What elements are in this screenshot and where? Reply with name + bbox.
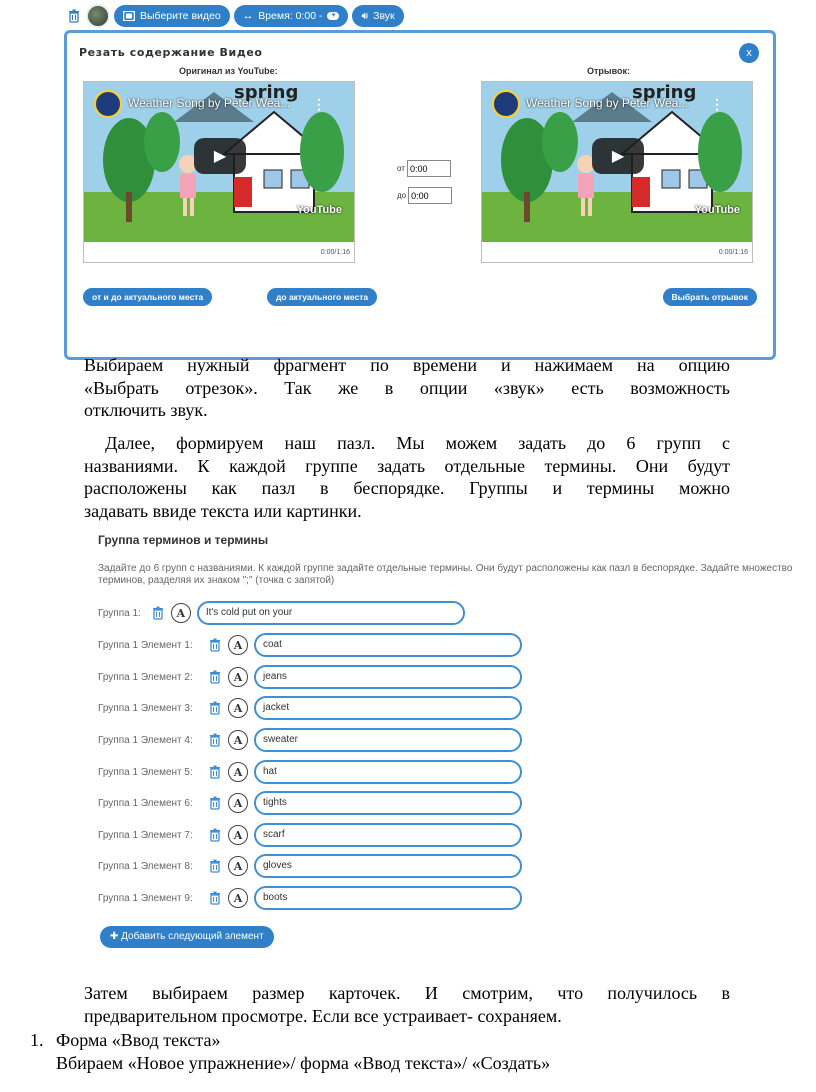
text-mode-icon[interactable]: A: [228, 730, 248, 750]
text-line: Затем выбираем размер карточек. И смотрим, что получилось в: [84, 983, 730, 1003]
group-label: Группа 1:: [98, 607, 141, 619]
element-label: Группа 1 Элемент 6:: [98, 797, 193, 809]
text-line: названиями. К каждой группе задать отдельные термины. Они будут: [84, 455, 730, 476]
text-mode-icon[interactable]: A: [228, 825, 248, 845]
paragraph-puzzle: [84, 432, 730, 522]
trash-icon[interactable]: [66, 7, 82, 25]
from-to-current-button[interactable]: от и до актуального места: [83, 288, 212, 306]
element-input[interactable]: jacket: [254, 696, 522, 720]
video-thumbnail: [482, 82, 753, 242]
text-mode-icon[interactable]: A: [171, 603, 191, 623]
trash-icon[interactable]: [208, 700, 222, 716]
text-mode-icon[interactable]: A: [228, 762, 248, 782]
to-time-input[interactable]: [408, 187, 452, 204]
list-number: 1.: [30, 1030, 44, 1050]
element-input[interactable]: scarf: [254, 823, 522, 847]
element-input[interactable]: hat: [254, 760, 522, 784]
trash-icon[interactable]: [208, 827, 222, 843]
text-line: Выбираем нужный фрагмент по времени и нажимаем на опцию: [84, 355, 730, 375]
text-line: Далее, формируем наш пазл. Мы можем задать до 6 групп с: [84, 433, 730, 453]
element-label: Группа 1 Элемент 1:: [98, 639, 193, 651]
element-row: [98, 633, 522, 657]
toolbar: [66, 4, 404, 28]
speaker-icon: 🔊︎: [361, 9, 369, 22]
dialog-title: Резать содержание Видео: [79, 46, 263, 59]
element-label: Группа 1 Элемент 2:: [98, 671, 193, 683]
sound-button[interactable]: [352, 5, 403, 27]
plus-icon: ✚: [110, 931, 119, 942]
youtube-logo: YouTube: [694, 204, 740, 216]
select-clip-button[interactable]: Выбрать отрывок: [663, 288, 757, 306]
clip-video-player[interactable]: [481, 81, 753, 263]
element-input[interactable]: tights: [254, 791, 522, 815]
cut-video-dialog: [64, 30, 776, 360]
text-line: «Выбрать отрезок». Так же в опции «звук» есть возможность: [84, 377, 730, 398]
play-icon[interactable]: ▶: [194, 138, 246, 174]
text-mode-icon[interactable]: A: [228, 888, 248, 908]
text-mode-icon[interactable]: A: [228, 698, 248, 718]
group-row: [98, 601, 465, 625]
more-vertical-icon[interactable]: ⋮: [710, 96, 724, 112]
element-label: Группа 1 Элемент 4:: [98, 734, 193, 746]
element-input[interactable]: gloves: [254, 854, 522, 878]
clip-label: Отрывок:: [587, 66, 631, 76]
element-label: Группа 1 Элемент 3:: [98, 702, 193, 714]
paragraph-select-fragment: [84, 354, 730, 422]
video-thumbnail: [84, 82, 355, 242]
close-button[interactable]: x: [739, 43, 759, 63]
element-label: Группа 1 Элемент 9:: [98, 892, 193, 904]
arrows-horizontal-icon: ↔: [242, 10, 254, 22]
groups-title: Группа терминов и термины: [98, 533, 269, 547]
numbered-list: [30, 1029, 220, 1052]
trash-icon[interactable]: [208, 795, 222, 811]
to-label: до: [397, 191, 407, 200]
select-video-label: Выберите видео: [140, 10, 221, 22]
channel-logo: [94, 90, 122, 118]
original-video-player[interactable]: [83, 81, 355, 263]
text-mode-icon[interactable]: A: [228, 635, 248, 655]
text-mode-icon[interactable]: A: [228, 667, 248, 687]
text-mode-icon[interactable]: A: [228, 856, 248, 876]
play-icon[interactable]: ▶: [592, 138, 644, 174]
time-button[interactable]: [234, 5, 349, 27]
select-video-button[interactable]: [114, 5, 230, 27]
video-time: 0:00/1:16: [718, 249, 748, 256]
from-label: от: [397, 164, 405, 173]
list-item: Форма «Ввод текста»: [56, 1030, 221, 1050]
element-row: [98, 854, 522, 878]
to-time-row: [397, 187, 452, 204]
text-line: предварительном просмотре. Если все устраивает- сохраняем.: [84, 1005, 562, 1026]
trash-icon[interactable]: [208, 858, 222, 874]
video-title: Weather Song by Peter Wea...: [128, 96, 291, 110]
element-row: [98, 791, 522, 815]
groups-screenshot: [92, 528, 804, 960]
video-title: Weather Song by Peter Wea...: [526, 96, 689, 110]
from-time-input[interactable]: [407, 160, 451, 177]
element-label: Группа 1 Элемент 8:: [98, 860, 193, 872]
element-row: [98, 665, 522, 689]
more-vertical-icon[interactable]: ⋮: [312, 96, 326, 112]
caret-icon: ▾: [327, 12, 339, 20]
element-input[interactable]: boots: [254, 886, 522, 910]
to-current-button[interactable]: до актуального места: [267, 288, 377, 306]
video-cut-screenshot: [60, 0, 780, 348]
original-label: Оригинал из YouTube:: [179, 66, 278, 76]
element-row: [98, 760, 522, 784]
spring-scene-text: spring: [632, 82, 697, 103]
film-icon: [123, 11, 135, 21]
video-time: 0:00/1:16: [320, 249, 350, 256]
element-row: [98, 823, 522, 847]
time-label: Время: 0:00 -: [258, 10, 323, 22]
group-name-input[interactable]: It's cold put on your: [197, 601, 465, 625]
trash-icon[interactable]: [208, 764, 222, 780]
element-input[interactable]: sweater: [254, 728, 522, 752]
element-row: [98, 728, 522, 752]
element-row: [98, 696, 522, 720]
element-input[interactable]: coat: [254, 633, 522, 657]
sound-label: Звук: [373, 10, 395, 22]
youtube-logo: YouTube: [296, 204, 342, 216]
spring-scene-text: spring: [234, 82, 299, 103]
avatar[interactable]: [86, 4, 110, 28]
paragraph-card-size: [84, 982, 730, 1027]
from-time-row: [397, 160, 451, 177]
add-element-button[interactable]: [100, 926, 274, 948]
text-line: отключить звук.: [84, 400, 208, 420]
trash-icon[interactable]: [208, 637, 222, 653]
channel-logo: [492, 90, 520, 118]
element-input[interactable]: jeans: [254, 665, 522, 689]
trash-icon[interactable]: [208, 669, 222, 685]
trash-icon[interactable]: [208, 890, 222, 906]
element-label: Группа 1 Элемент 7:: [98, 829, 193, 841]
text-mode-icon[interactable]: A: [228, 793, 248, 813]
text-line: расположены как пазл в беспорядке. Группы и термины можно: [84, 478, 730, 498]
element-label: Группа 1 Элемент 5:: [98, 766, 193, 778]
add-element-label: Добавить следующий элемент: [121, 931, 264, 942]
trash-icon[interactable]: [151, 605, 165, 621]
text-line: задавать ввиде текста или картинки.: [84, 500, 362, 521]
list-subtext: Вбираем «Новое упражнение»/ форма «Ввод текста»/ «Создать»: [56, 1053, 551, 1073]
trash-icon[interactable]: [208, 732, 222, 748]
element-row: [98, 886, 522, 910]
groups-description: Задайте до 6 групп с названиями. К каждой группе задайте отдельные термины. Они будут расположены как пазл в беспорядке. Задайте множество терминов, разделяя их знаком ";" (точка с запятой): [98, 563, 793, 586]
